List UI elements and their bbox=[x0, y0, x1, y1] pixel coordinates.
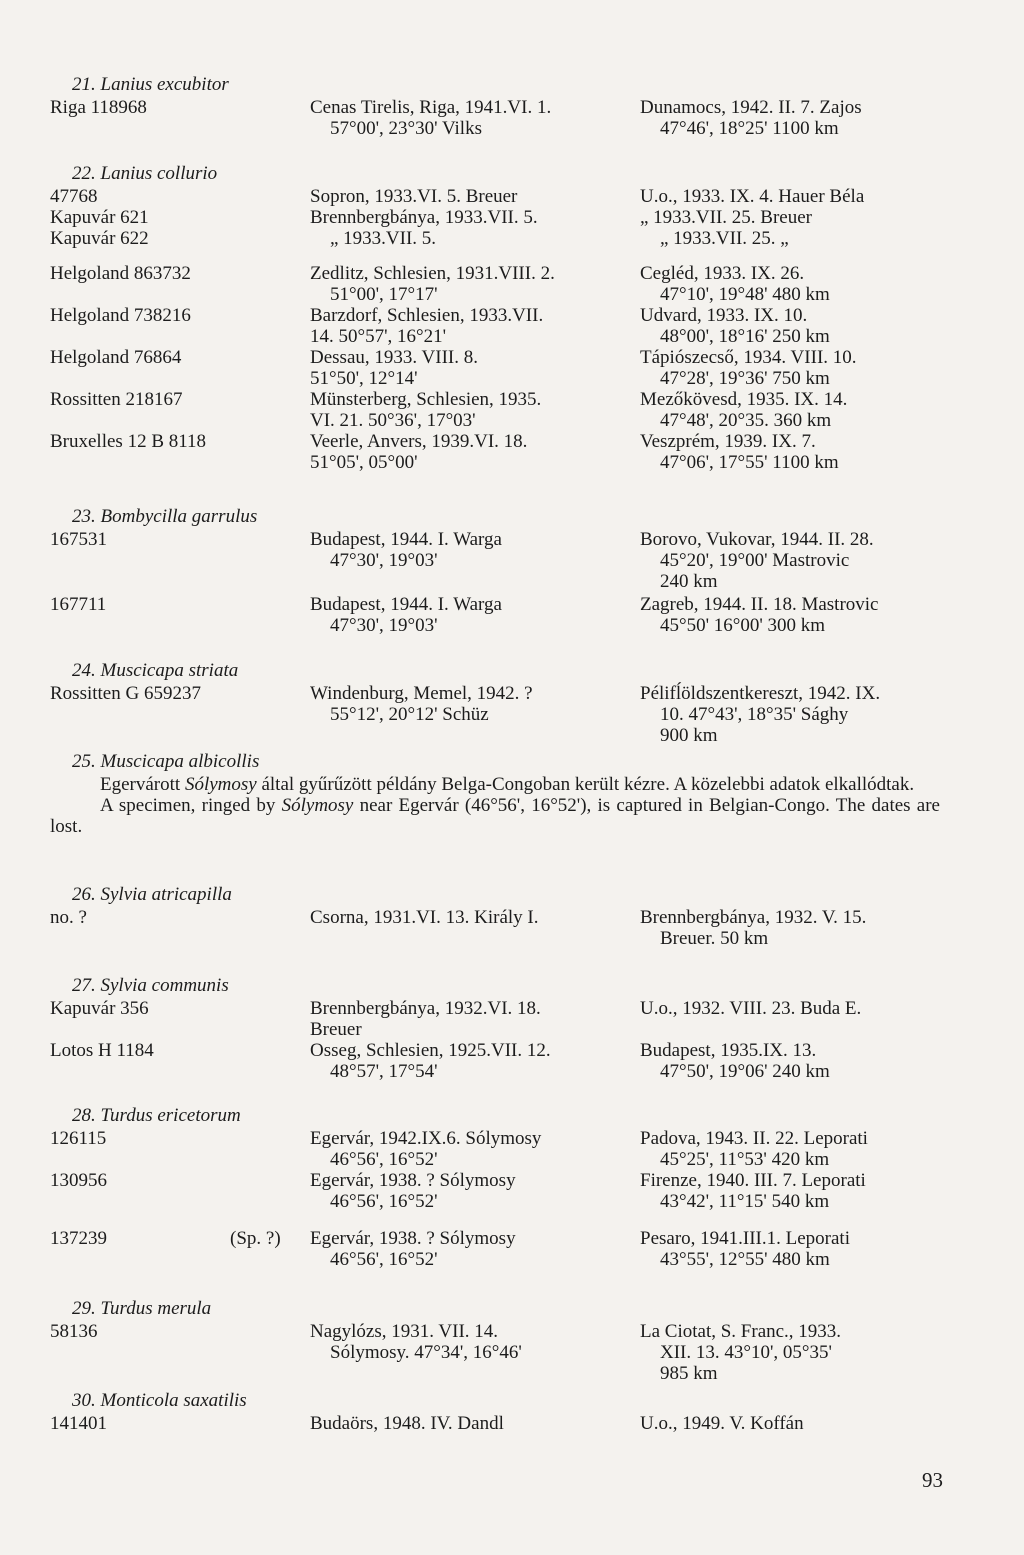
species-heading: 30. Monticola saxatilis bbox=[72, 1390, 247, 1411]
section-22 bbox=[50, 163, 970, 473]
section-27 bbox=[50, 975, 970, 1086]
record-row: 58136 Nagylózs, 1931. VII. 14. Sólymosy. 47°34', 16°46' La Ciotat, S. Franc., 1933. XII. 13. 43°10', 05°35' 985 km bbox=[50, 1321, 842, 1384]
record-row: Kapuvár 622 „ 1933.VII. 5. „ 1933.VII. 25. „ bbox=[50, 228, 789, 249]
species-heading: 23. Bombycilla garrulus bbox=[72, 506, 258, 527]
record-row: Helgoland 76864 Dessau, 1933. VIII. 8. 51°50', 12°14' Tápiószecső, 1934. VIII. 10. 47°28', 19°36' 750 km bbox=[50, 347, 857, 389]
record-row: Lotos H 1184 Osseg, Schlesien, 1925.VII. 12. 48°57', 17°54' Budapest, 1935.IX. 13. 47°50', 19°06' 240 km bbox=[50, 1040, 830, 1082]
record-row: Rossitten 218167 Münsterberg, Schlesien, 1935. VI. 21. 50°36', 17°03' Mezőkövesd, 1935. IX. 14. 47°48', 20°35. 360 km bbox=[50, 389, 848, 431]
species-heading: 21. Lanius excubitor bbox=[72, 74, 229, 95]
record-row: 126115 Egervár, 1942.IX.6. Sólymosy 46°56', 16°52' Padova, 1943. II. 22. Leporati 45°25', 11°53' 420 km bbox=[50, 1128, 868, 1170]
record-row: Kapuvár 621 Brennbergbánya, 1933.VII. 5. „ 1933.VII. 25. Breuer bbox=[50, 207, 813, 228]
species-heading: 24. Muscicapa striata bbox=[72, 660, 239, 681]
note-english: A specimen, ringed by Sólymosy near Egervár (46°56', 16°52'), is captured in Belgian-Congo. The dates are lost. bbox=[50, 795, 940, 837]
record-row: 167711 Budapest, 1944. I. Warga 47°30', 19°03' Zagreb, 1944. II. 18. Mastrovic 45°50' 16°00' 300 km bbox=[50, 594, 879, 636]
record-row: 141401 Budaörs, 1948. IV. Dandl U.o., 1949. V. Koffán bbox=[50, 1413, 804, 1434]
species-heading: 27. Sylvia communis bbox=[72, 975, 229, 996]
record-row: Kapuvár 356 Brennbergbánya, 1932.VI. 18. Breuer U.o., 1932. VIII. 23. Buda E. bbox=[50, 998, 862, 1040]
page-number: 93 bbox=[922, 1468, 943, 1492]
section-23 bbox=[50, 506, 970, 640]
section-24 bbox=[50, 660, 970, 750]
section-29 bbox=[50, 1298, 970, 1388]
record-row: Helgoland 863732 Zedlitz, Schlesien, 1931.VIII. 2. 51°00', 17°17' Cegléd, 1933. IX. 26. 47°10', 19°48' 480 km bbox=[50, 263, 830, 305]
record-row: Rossitten G 659237 Windenburg, Memel, 1942. ? 55°12', 20°12' Schüz Pélifĺöldszentkereszt, 1942. IX. 10. 47°43', 18°35' Sághy 900 km bbox=[50, 683, 881, 746]
record-row: 137239 (Sp. ?) Egervár, 1938. ? Sólymosy 46°56', 16°52' Pesaro, 1941.III.1. Leporati 43°55', 12°55' 480 km bbox=[50, 1228, 850, 1270]
note-hungarian: Egervárott Sólymosy által gyűrűzött példány Belga-Congoban került kézre. A közelebbi adatok elkallódtak. bbox=[100, 774, 915, 795]
record-row: Helgoland 738216 Barzdorf, Schlesien, 1933.VII. 14. 50°57', 16°21' Udvard, 1933. IX. 10. 48°00', 18°16' 250 km bbox=[50, 305, 830, 347]
section-30 bbox=[50, 1390, 970, 1438]
species-heading: 29. Turdus merula bbox=[72, 1298, 212, 1319]
section-21 bbox=[50, 74, 970, 143]
section-28 bbox=[50, 1105, 970, 1274]
species-note: (Sp. ?) bbox=[230, 1228, 281, 1249]
section-25 bbox=[50, 751, 970, 837]
species-heading: 25. Muscicapa albicollis bbox=[72, 751, 260, 772]
record-row: no. ? Csorna, 1931.VI. 13. Király I. Brennbergbánya, 1932. V. 15. Breuer. 50 km bbox=[50, 907, 867, 949]
record-row: 167531 Budapest, 1944. I. Warga 47°30', 19°03' Borovo, Vukovar, 1944. II. 28. 45°20', 19°00' Mastrovic 240 km bbox=[50, 529, 874, 592]
section-26 bbox=[50, 884, 970, 953]
record-row: Bruxelles 12 B 8118 Veerle, Anvers, 1939.VI. 18. 51°05', 05°00' Veszprém, 1939. IX. 7. 47°06', 17°55' 1100 km bbox=[50, 431, 839, 473]
record-row: Riga 118968 Cenas Tirelis, Riga, 1941.VI. 1. 57°00', 23°30' Vilks Dunamocs, 1942. II. 7. Zajos 47°46', 18°25' 1100 km bbox=[50, 97, 862, 139]
species-heading: 28. Turdus ericetorum bbox=[72, 1105, 241, 1126]
species-heading: 26. Sylvia atricapilla bbox=[72, 884, 232, 905]
record-row: 130956 Egervár, 1938. ? Sólymosy 46°56', 16°52' Firenze, 1940. III. 7. Leporati 43°42', 11°15' 540 km bbox=[50, 1170, 866, 1212]
record-row: 47768 Sopron, 1933.VI. 5. Breuer U.o., 1933. IX. 4. Hauer Béla bbox=[50, 186, 865, 207]
species-heading: 22. Lanius collurio bbox=[72, 163, 218, 184]
